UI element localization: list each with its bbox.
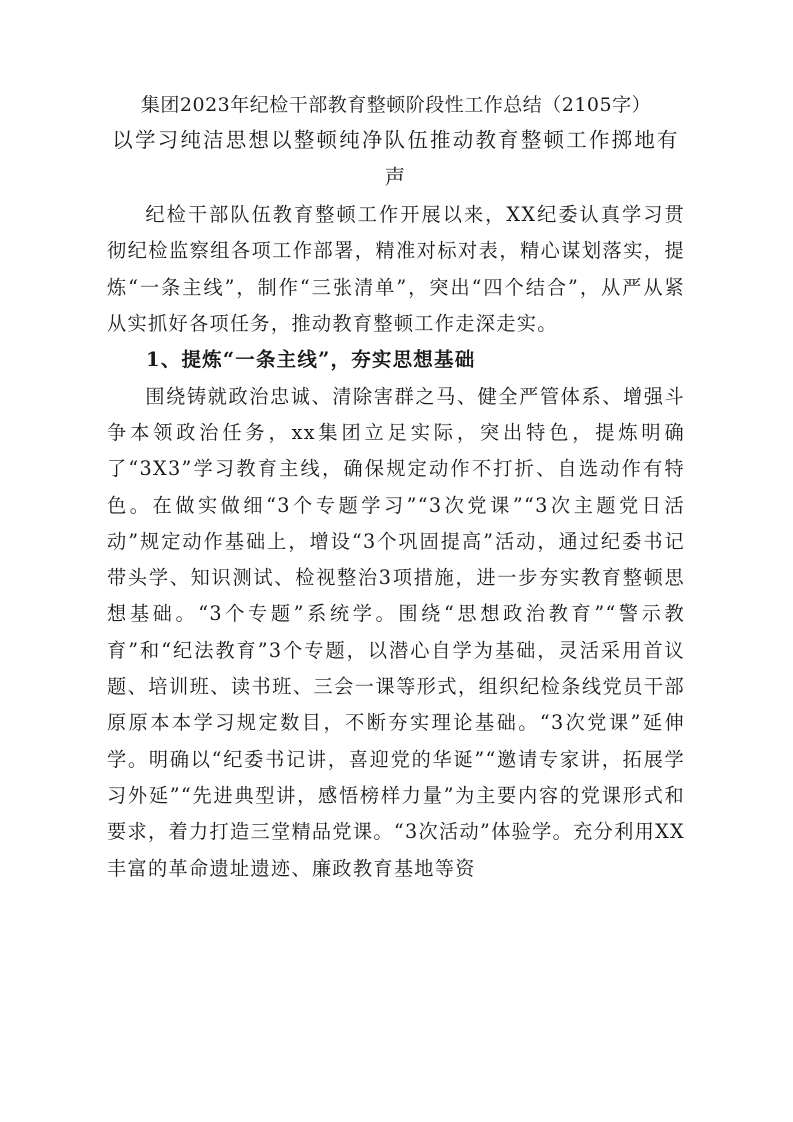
document-title: 集团2023年纪检干部教育整顿阶段性工作总结（2105字）: [140, 94, 652, 116]
intro-paragraph: 纪检干部队伍教育整顿工作开展以来，XX纪委认真学习贯彻纪检监察组各项工作部署，精准对标对表，精心谋划落实，提炼“一条主线”，制作“三张清单”，突出“四个结合”，从严从紧从实抓好各项任务，推动教育整顿工作走深走实。: [107, 203, 685, 335]
section-1-heading: 1、提炼“一条主线”，夯实思想基础: [146, 348, 476, 372]
document-subtitle: 以学习纯洁思想以整顿纯净队伍推动教育整顿工作掷地有声: [112, 128, 680, 189]
section-1-paragraph: 围绕铸就政治忠诚、清除害群之马、健全严管体系、增强斗争本领政治任务，xx集团立足实际，突出特色，提炼明确了“3X3”学习教育主线，确保规定动作不打折、自选动作有特色。在做实做细“3个专题学习”“3次党课”“3次主题党日活动”规定动作基础上，增设“3个巩固提高”活动，通过纪委书记带头学、知识测试、检视整治3项措施，进一步夯实教育整顿思想基础。“3个专题”系统学。围绕“思想政治教育”“警示教育”和“纪法教育”3个专题，以潜心自学为基础，灵活采用首议题、培训班、读书班、三会一课等形式，组织纪检条线党员干部原原本本学习规定数目，不断夯实理论基础。“3次党课”延伸学。明确以“纪委书记讲，喜迎党的华诞”“邀请专家讲，拓展学习外延”“先进典型讲，感悟榜样力量”为主要内容的党课形式和要求，着力打造三堂精品党课。“3次活动”体验学。充分利用XX丰富的革命遗址遗迹、廉政教育基地等资: [107, 384, 685, 880]
document-content: [107, 88, 685, 887]
